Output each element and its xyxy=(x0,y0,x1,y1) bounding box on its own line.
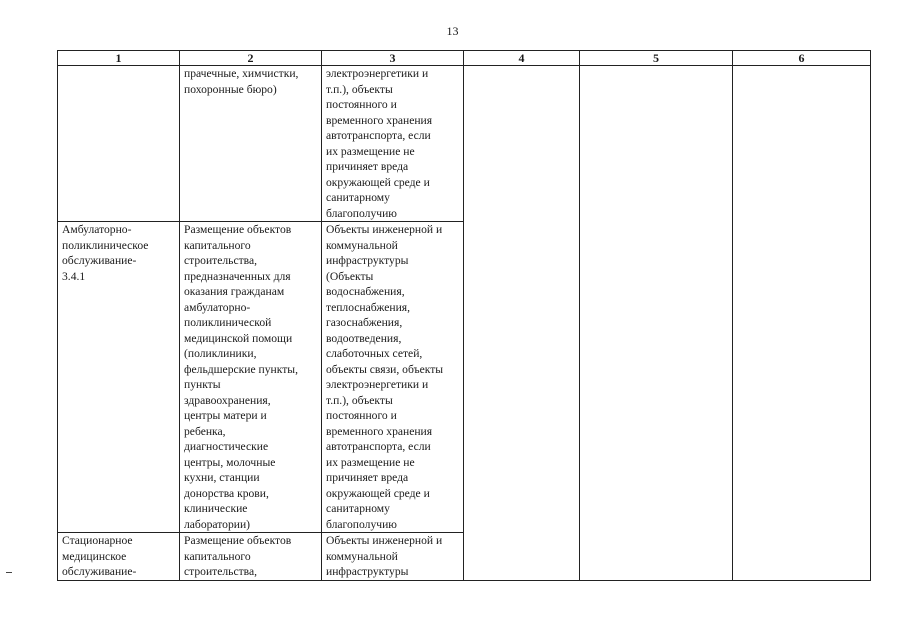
cell-use-type: Стационарное медицинское обслуживание- xyxy=(58,533,180,581)
cell-permitted-objects: Объекты инженерной и коммунальной инфраструктуры xyxy=(322,533,464,581)
land-use-table xyxy=(57,50,871,581)
cell-permitted-objects: электроэнергетики и т.п.), объекты постоянного и временного хранения автотранспорта, если их размещение не причиняет вреда окружающей среде и санитарному благополучию xyxy=(322,66,464,222)
cell-description: Размещение объектов капитального строительства, xyxy=(180,533,322,581)
page-number: 13 xyxy=(446,24,459,38)
column-header-4: 4 xyxy=(464,51,580,66)
cell-description: Размещение объектов капитального строительства, предназначенных для оказания гражданам амбулаторно- поликлинической медицинской помощи (поликлиники, фельдшерские пункты, пункты здравоохранения, центры матери и ребенка, диагностические центры, молочные кухни, станции донорства крови, клинические лаборатории) xyxy=(180,222,322,533)
scan-mark xyxy=(6,572,12,573)
cell-col-6 xyxy=(733,66,871,581)
table-row xyxy=(58,66,871,222)
cell-col-5 xyxy=(580,66,733,581)
column-header-1: 1 xyxy=(58,51,180,66)
cell-description: прачечные, химчистки, похоронные бюро) xyxy=(180,66,322,222)
column-header-2: 2 xyxy=(180,51,322,66)
cell-permitted-objects: Объекты инженерной и коммунальной инфраструктуры (Объекты водоснабжения, теплоснабжения, газоснабжения, водоотведения, слаботочных сетей, объекты связи, объекты электроэнергетики и т.п.), объекты постоянного и временного хранения автотранспорта, если их размещение не причиняет вреда окружающей среде и санитарному благополучию xyxy=(322,222,464,533)
table-header-row xyxy=(58,51,871,66)
cell-col-4 xyxy=(464,66,580,581)
column-header-5: 5 xyxy=(580,51,733,66)
column-header-3: 3 xyxy=(322,51,464,66)
cell-use-type: Амбулаторно- поликлиническое обслуживание- 3.4.1 xyxy=(58,222,180,533)
column-header-6: 6 xyxy=(733,51,871,66)
cell-use-type xyxy=(58,66,180,222)
